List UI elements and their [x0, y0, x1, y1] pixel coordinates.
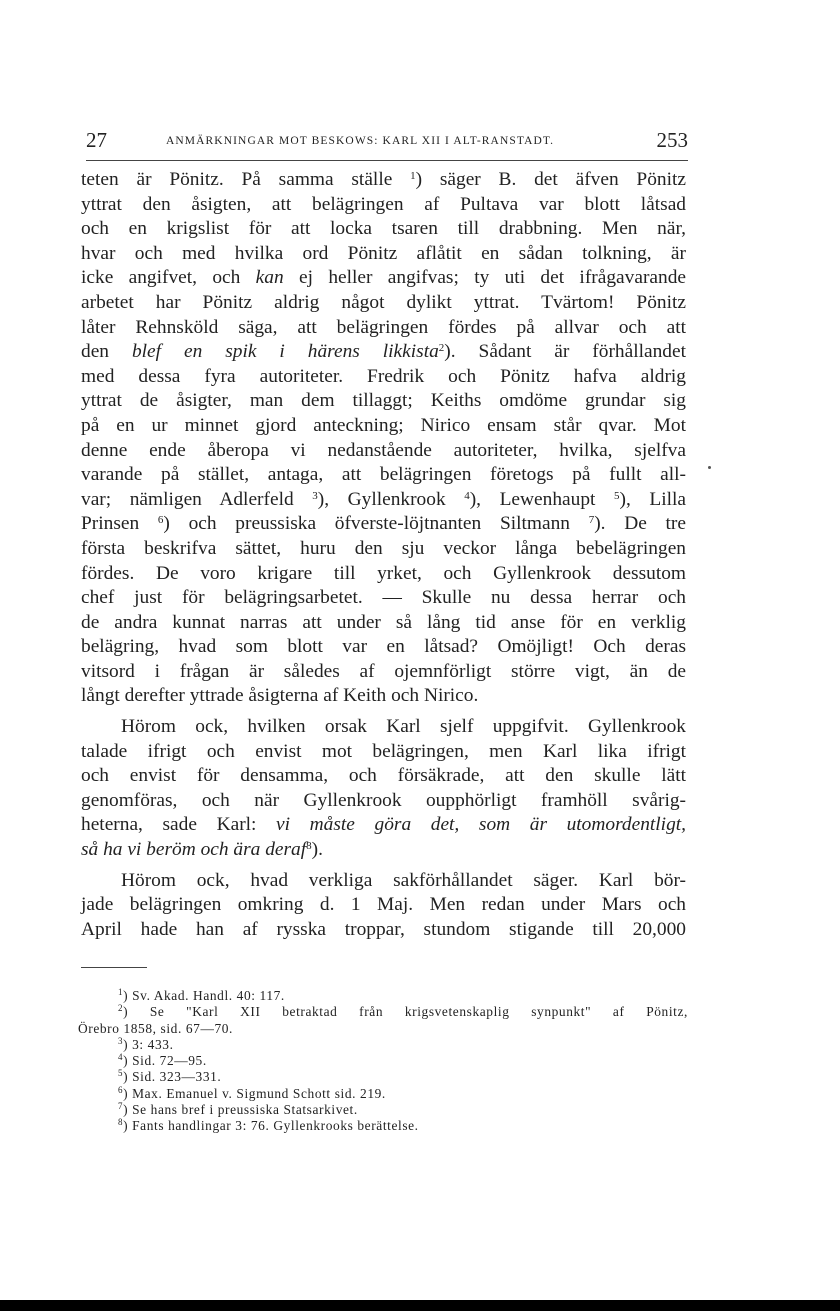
footnote: $^3$) 3: 433.: [118, 1035, 174, 1052]
footnote: $^5$) Sid. 323—331.: [118, 1068, 222, 1085]
text-line: arbetet har Pönitz aldrig något dylikt yttrat. Tvärtom! Pönitz: [81, 291, 686, 313]
footnote-ref: 4: [464, 489, 470, 502]
emphasis: blef en spik i härens likkista: [131, 341, 439, 363]
footnote-ref: 5: [614, 489, 620, 502]
text-line: genomföras, och när Gyllenkrook oupphörligt framhöll svårig-: [81, 789, 686, 811]
text-line: chef just för belägringsarbetet. — Skulle nu dessa herrar och: [81, 587, 686, 609]
footnote-ref: 8: [306, 840, 312, 853]
footnote: $^1$) Sv. Akad. Handl. 40: 117.: [118, 987, 285, 1003]
text-line: första beskrifva sättet, huru den sju veckor långa bebelägringen: [81, 537, 686, 559]
text-line: vitsord i frågan är således af ojemnförligt större vigt, än de: [81, 660, 686, 682]
text-line: yttrat de åsigter, man dem tillaggt; Keiths omdöme grundar sig: [81, 390, 686, 412]
footnote: $^2$) Se "Karl XII betraktad från krigsvetenskaplig synpunkt" af Pönitz,: [118, 1003, 688, 1020]
footnote-continuation: Örebro 1858, sid. 67—70.: [78, 1020, 233, 1036]
text-line: denne ende åberopa vi nedanstående autoriteter, hvilka, sjelfva: [81, 439, 686, 461]
footnote: $^6$) Max. Emanuel v. Sigmund Schott sid. 219.: [118, 1084, 386, 1101]
text-line: varande på stället, antaga, att belägringen företogs på fullt all-: [81, 464, 686, 486]
text-line: var; nämligen Adlerfeld $^3$), Gyllenkrook $^4$), Lewenhaupt $^5$), Lilla: [81, 488, 686, 510]
text-line: April hade han af rysska troppar, stundom stigande till 20,000: [81, 918, 686, 940]
sheet-number: 27: [86, 128, 107, 152]
text-line: och en krigslist för att locka tsaren till drabbning. Men när,: [81, 218, 686, 240]
paragraph-1: [81, 168, 686, 709]
paragraph-3: [81, 869, 686, 943]
running-title: ANMÄRKNINGAR MOT BESKOWS: KARL XII I ALT-RANSTADT.: [166, 135, 555, 147]
text-line: de andra kunnat narras att under så lång tid anse för en verklig: [81, 611, 686, 633]
text-line: belägring, hvad som blott var en låtsad? Omöjligt! Och deras: [81, 636, 686, 658]
text-line: den blef en spik i härens likkista$^2$). Sådant är förhållandet: [81, 341, 686, 363]
text-line: låter Rehnsköld säga, att belägringen fördes på allvar och att: [81, 316, 686, 338]
text-line: icke angifvet, och kan ej heller angifvas; ty uti det ifrågavarande: [81, 267, 686, 289]
header-rule: [86, 160, 688, 161]
footnotes: [78, 988, 688, 1135]
footnote: $^7$) Se hans bref i preussiska Statsarkivet.: [118, 1101, 358, 1118]
footnote-ref: 1: [410, 170, 416, 182]
text-line: med dessa fyra autoriteter. Fredrik och Pönitz hafva aldrig: [81, 365, 686, 387]
text-line: och envist för densamma, och försäkrade, att den skulle lätt: [81, 765, 686, 787]
text-line: yttrat den åsigten, att belägringen af Pultava var blott låtsad: [81, 193, 686, 215]
scan-border: [0, 1300, 840, 1311]
footnote-ref: 6: [157, 514, 164, 527]
text-line: jade belägringen omkring d. 1 Maj. Men redan under Mars och: [81, 894, 686, 916]
running-header: [86, 126, 688, 154]
text-line: talade ifrigt och envist mot belägringen, men Karl lika ifrigt: [81, 740, 686, 762]
text-line: heterna, sade Karl: vi måste göra det, som är utomordentligt,: [81, 814, 686, 836]
emphasis: kan: [255, 267, 284, 289]
text-line: Prinsen $^6$) och preussiska öfverste-löjtnanten Siltmann $^7$). De tre: [81, 513, 686, 535]
text-line: fördes. De voro krigare till yrket, och Gyllenkrook dessutom: [81, 562, 686, 584]
footnote-ref: 7: [588, 514, 595, 527]
emphasis: så ha vi beröm och ära deraf: [81, 839, 307, 861]
emphasis: vi måste göra det, som är utomordentligt,: [276, 814, 686, 836]
footnote-ref: 3: [312, 489, 318, 502]
footnote: $^8$) Fants handlingar 3: 76. Gyllenkrooks berättelse.: [118, 1117, 419, 1134]
ink-speck: [708, 466, 711, 469]
footnote: $^4$) Sid. 72—95.: [118, 1052, 207, 1069]
footnote-ref: 2: [438, 342, 445, 355]
paragraph-2: [81, 715, 686, 863]
text-line: hvar och med hvilka ord Pönitz aflåtit en sådan tolkning, är: [81, 242, 686, 264]
text-line: Hörom ock, hvad verkliga sakförhållandet säger. Karl bör-: [121, 869, 686, 891]
text-line: på en ur minnet gjord anteckning; Nirico ensam står qvar. Mot: [81, 414, 686, 436]
page-number: 253: [656, 128, 688, 152]
main-text: [81, 168, 686, 942]
text-line: Hörom ock, hvilken orsak Karl sjelf uppgifvit. Gyllenkrook: [121, 716, 686, 738]
footnote-rule: [81, 967, 147, 968]
text-line: långt derefter yttrade åsigterna af Keith och Nirico.: [81, 685, 479, 707]
text-line: teten är Pönitz. På samma ställe $^1$) säger B. det äfven Pönitz: [81, 169, 686, 190]
text-line: så ha vi beröm och ära deraf$^8$).: [81, 839, 323, 861]
